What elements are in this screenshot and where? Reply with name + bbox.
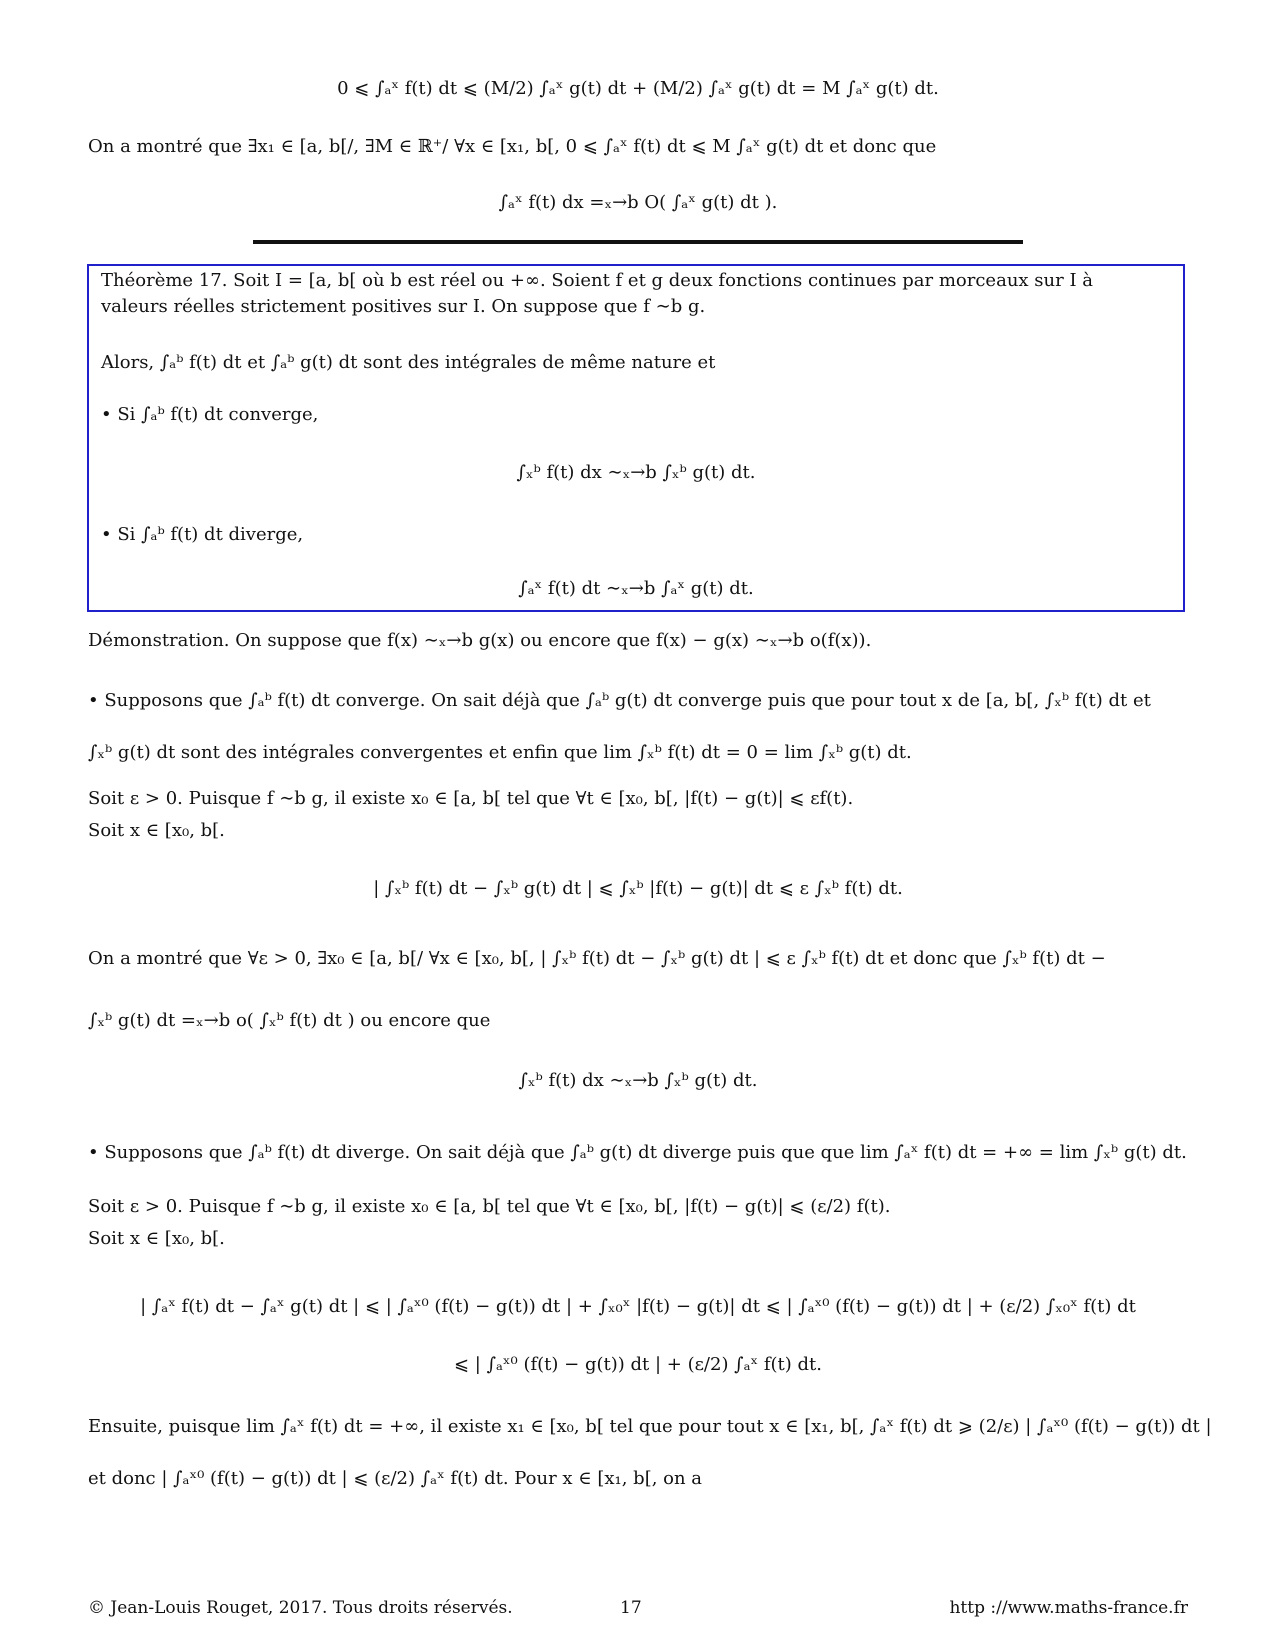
text-line: Ensuite, puisque lim ∫ₐˣ f(t) dt = +∞, il existe x₁ ∈ [x₀, b[ tel que pour tout x ∈ [x₁, b[, ∫ₐˣ f(t) dt ⩾ (2/ε) | ∫ₐˣ⁰ (f(t) − g(t)) dt | [88,1416,1212,1437]
text-line: ∫ₓᵇ g(t) dt =ₓ→b o( ∫ₓᵇ f(t) dt ) ou encore que [88,1010,491,1031]
text-line: On a montré que ∃x₁ ∈ [a, b[/, ∃M ∈ ℝ⁺/ ∀x ∈ [x₁, b[, 0 ⩽ ∫ₐˣ f(t) dt ⩽ M ∫ₐˣ g(t) dt et donc que [88,136,937,157]
theorem-box [87,264,1185,612]
footer-url[interactable]: http ://www.maths-france.fr [949,1598,1188,1618]
section-divider [253,240,1023,244]
equation-line: | ∫ₓᵇ f(t) dt − ∫ₓᵇ g(t) dt | ⩽ ∫ₓᵇ |f(t) − g(t)| dt ⩽ ε ∫ₓᵇ f(t) dt. [373,878,903,899]
equation-line: ⩽ | ∫ₐˣ⁰ (f(t) − g(t)) dt | + (ε/2) ∫ₐˣ f(t) dt. [454,1354,822,1375]
equation-line: ∫ₓᵇ f(t) dx ∼ₓ→b ∫ₓᵇ g(t) dt. [518,1070,758,1091]
text-line: Soit ε > 0. Puisque f ∼b g, il existe x₀ ∈ [a, b[ tel que ∀t ∈ [x₀, b[, |f(t) − g(t)| ⩽ (ε/2) f(t). [88,1196,891,1217]
text-line: ∫ₓᵇ g(t) dt sont des intégrales convergentes et enfin que lim ∫ₓᵇ f(t) dt = 0 = lim ∫ₓᵇ g(t) dt. [88,742,912,763]
theorem-equation: ∫ₓᵇ f(t) dx ∼ₓ→b ∫ₓᵇ g(t) dt. [516,462,756,483]
footer-page-number: 17 [620,1598,642,1618]
text-line: Soit ε > 0. Puisque f ∼b g, il existe x₀ ∈ [a, b[ tel que ∀t ∈ [x₀, b[, |f(t) − g(t)| ⩽ εf(t). [88,788,854,809]
equation-line: ∫ₐˣ f(t) dx =ₓ→b O( ∫ₐˣ g(t) dt ). [498,192,778,213]
theorem-equation: ∫ₐˣ f(t) dt ∼ₓ→b ∫ₐˣ g(t) dt. [518,578,754,599]
text-line: On a montré que ∀ε > 0, ∃x₀ ∈ [a, b[/ ∀x ∈ [x₀, b[, | ∫ₓᵇ f(t) dt − ∫ₓᵇ g(t) dt | ⩽ ε ∫ₓᵇ f(t) dt et donc que ∫ₓᵇ f(t) dt − [88,948,1106,969]
proof-heading-line: Démonstration. On suppose que f(x) ∼ₓ→b g(x) ou encore que f(x) − g(x) ∼ₓ→b o(f(x)). [88,630,872,651]
text-line: et donc | ∫ₐˣ⁰ (f(t) − g(t)) dt | ⩽ (ε/2) ∫ₐˣ f(t) dt. Pour x ∈ [x₁, b[, on a [88,1468,703,1489]
theorem-line: • Si ∫ₐᵇ f(t) dt converge, [101,404,319,425]
theorem-line: valeurs réelles strictement positives sur I. On suppose que f ∼b g. [101,296,706,317]
equation-line: 0 ⩽ ∫ₐˣ f(t) dt ⩽ (M/2) ∫ₐˣ g(t) dt + (M/2) ∫ₐˣ g(t) dt = M ∫ₐˣ g(t) dt. [337,78,939,99]
equation-line: | ∫ₐˣ f(t) dt − ∫ₐˣ g(t) dt | ⩽ | ∫ₐˣ⁰ (f(t) − g(t)) dt | + ∫ₓ₀ˣ |f(t) − g(t)| dt ⩽ | ∫ₐˣ⁰ (f(t) − g(t)) dt | + (ε/2) ∫ₓ₀ˣ f(t) dt [140,1296,1136,1317]
text-line: Soit x ∈ [x₀, b[. [88,820,225,841]
footer-copyright: © Jean-Louis Rouget, 2017. Tous droits réservés. [88,1598,513,1618]
text-line: • Supposons que ∫ₐᵇ f(t) dt converge. On sait déjà que ∫ₐᵇ g(t) dt converge puis que pour tout x de [a, b[, ∫ₓᵇ f(t) dt et [88,690,1151,711]
theorem-line: Théorème 17. Soit I = [a, b[ où b est réel ou +∞. Soient f et g deux fonctions continues par morceaux sur I à [101,270,1094,291]
theorem-line: • Si ∫ₐᵇ f(t) dt diverge, [101,524,304,545]
theorem-line: Alors, ∫ₐᵇ f(t) dt et ∫ₐᵇ g(t) dt sont des intégrales de même nature et [101,352,716,373]
text-line: Soit x ∈ [x₀, b[. [88,1228,225,1249]
text-line: • Supposons que ∫ₐᵇ f(t) dt diverge. On sait déjà que ∫ₐᵇ g(t) dt diverge puis que que lim ∫ₐˣ f(t) dt = +∞ = lim ∫ₓᵇ g(t) dt. [88,1142,1187,1163]
